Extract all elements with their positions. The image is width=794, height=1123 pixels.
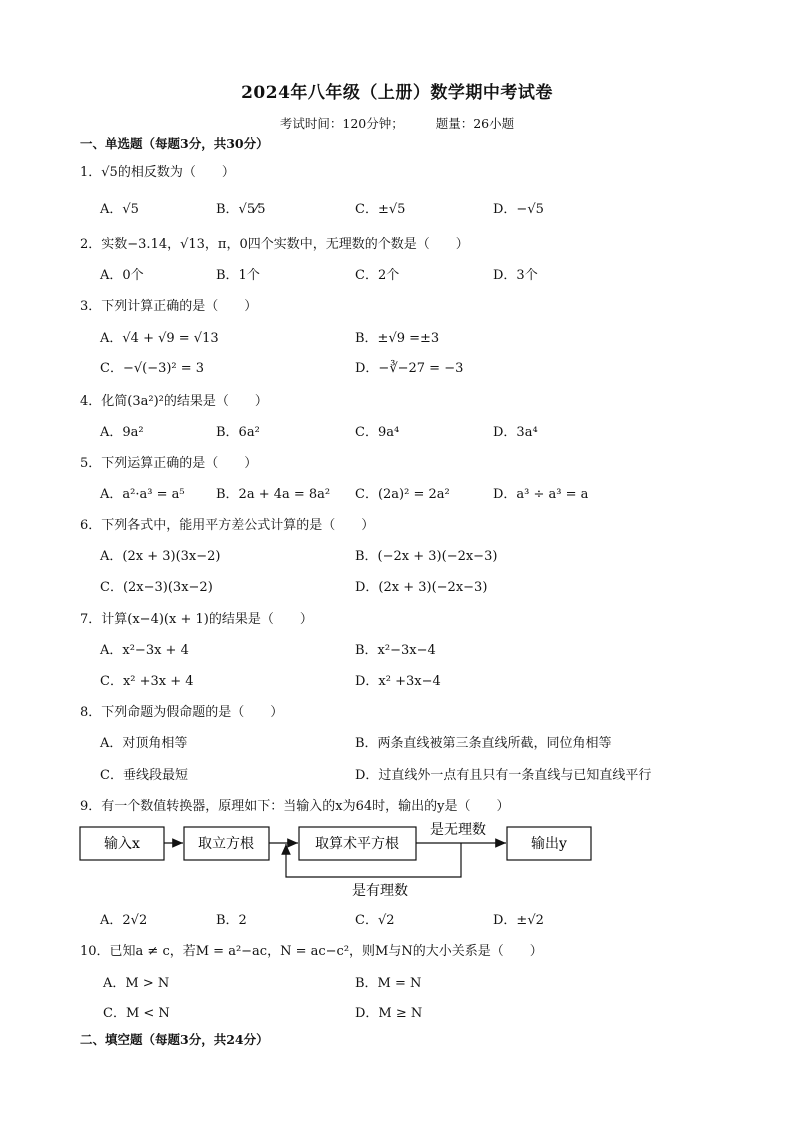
question-1-option-b: B．√5⁄5 [216, 202, 266, 217]
question-1-option-d: D．−√5 [493, 202, 544, 217]
question-7-option-c: C．x² +3x + 4 [100, 674, 194, 689]
question-4-option-c: C．9a⁴ [355, 425, 400, 440]
question-10-option-a: A．M > N [103, 976, 170, 991]
question-2-option-c: C．2个 [355, 268, 400, 283]
question-count: 题量：26小题 [435, 116, 515, 131]
question-4-stem: 4．化简(3a²)²的结果是（ ） [80, 394, 268, 409]
question-3-option-b: B．±√9 =±3 [355, 331, 440, 346]
question-4-option-a: A．9a² [100, 425, 144, 440]
question-9-stem: 9．有一个数值转换器，原理如下：当输入的x为64时，输出的y是（ ） [80, 799, 510, 814]
question-8-stem: 8．下列命题为假命题的是（ ） [80, 705, 284, 720]
question-9-option-d: D．±√2 [493, 913, 544, 928]
question-1-stem: 1．√5的相反数为（ ） [80, 165, 235, 180]
input-box-label: 输入x [104, 836, 140, 852]
rational-branch-label: 是有理数 [352, 883, 408, 899]
question-3-option-d: D．−∛−27 = −3 [355, 361, 464, 376]
exam-subtitle [0, 114, 794, 132]
question-5-option-d: D．a³ ÷ a³ = a [493, 487, 589, 502]
question-5-option-a: A．a²·a³ = a⁵ [100, 487, 185, 502]
question-7-stem: 7．计算(x−4)(x + 1)的结果是（ ） [80, 612, 313, 627]
square-root-box-label: 取算术平方根 [315, 836, 399, 852]
question-10-option-b: B．M = N [355, 976, 422, 991]
question-2-option-d: D．3个 [493, 268, 538, 283]
question-10-option-c: C．M < N [103, 1006, 170, 1021]
irrational-branch-label: 是无理数 [430, 822, 486, 838]
output-box-label: 输出y [531, 836, 567, 852]
question-7-option-b: B．x²−3x−4 [355, 643, 436, 658]
question-7-option-a: A．x²−3x + 4 [100, 643, 189, 658]
question-5-option-c: C．(2a)² = 2a² [355, 487, 450, 502]
question-2-option-a: A．0个 [100, 268, 144, 283]
question-9-option-b: B．2 [216, 913, 247, 928]
question-6-option-b: B．(−2x + 3)(−2x−3) [355, 549, 498, 564]
question-2-option-b: B．1个 [216, 268, 260, 283]
question-8-option-c: C．垂线段最短 [100, 768, 188, 783]
question-4-option-b: B．6a² [216, 425, 260, 440]
question-6-option-a: A．(2x + 3)(3x−2) [100, 549, 221, 564]
exam-title: 2024年八年级（上册）数学期中考试卷 [241, 83, 553, 103]
question-10-stem: 10．已知a ≠ c，若M = a²−ac，N = ac−c²，则M与N的大小关系是（ ） [80, 944, 543, 959]
section-heading-fill-blank: 二、填空题（每题3分，共24分） [80, 1032, 269, 1047]
question-3-stem: 3．下列计算正确的是（ ） [80, 299, 258, 314]
question-1-option-a: A．√5 [100, 202, 139, 217]
section-heading-single-choice: 一、单选题（每题3分，共30分） [80, 136, 269, 151]
question-10-option-d: D．M ≥ N [355, 1006, 423, 1021]
question-6-option-c: C．(2x−3)(3x−2) [100, 580, 213, 595]
question-8-option-a: A．对顶角相等 [100, 736, 188, 751]
number-converter-diagram [0, 815, 794, 905]
question-9-option-c: C．√2 [355, 913, 395, 928]
exam-time: 考试时间：120分钟； [279, 116, 404, 131]
cube-root-box-label: 取立方根 [198, 836, 254, 852]
question-7-option-d: D．x² +3x−4 [355, 674, 441, 689]
question-6-option-d: D．(2x + 3)(−2x−3) [355, 580, 488, 595]
question-8-option-d: D．过直线外一点有且只有一条直线与已知直线平行 [355, 768, 652, 783]
question-8-option-b: B．两条直线被第三条直线所截，同位角相等 [355, 736, 612, 751]
question-6-stem: 6．下列各式中，能用平方差公式计算的是（ ） [80, 518, 375, 533]
question-3-option-a: A．√4 + √9 = √13 [100, 331, 219, 346]
question-1-option-c: C．±√5 [355, 202, 406, 217]
question-4-option-d: D．3a⁴ [493, 425, 538, 440]
question-5-option-b: B．2a + 4a = 8a² [216, 487, 331, 502]
question-9-option-a: A．2√2 [100, 913, 148, 928]
question-5-stem: 5．下列运算正确的是（ ） [80, 456, 258, 471]
question-3-option-c: C．−√(−3)² = 3 [100, 361, 205, 376]
question-2-stem: 2．实数−3.14，√13，π，0四个实数中，无理数的个数是（ ） [80, 237, 469, 252]
